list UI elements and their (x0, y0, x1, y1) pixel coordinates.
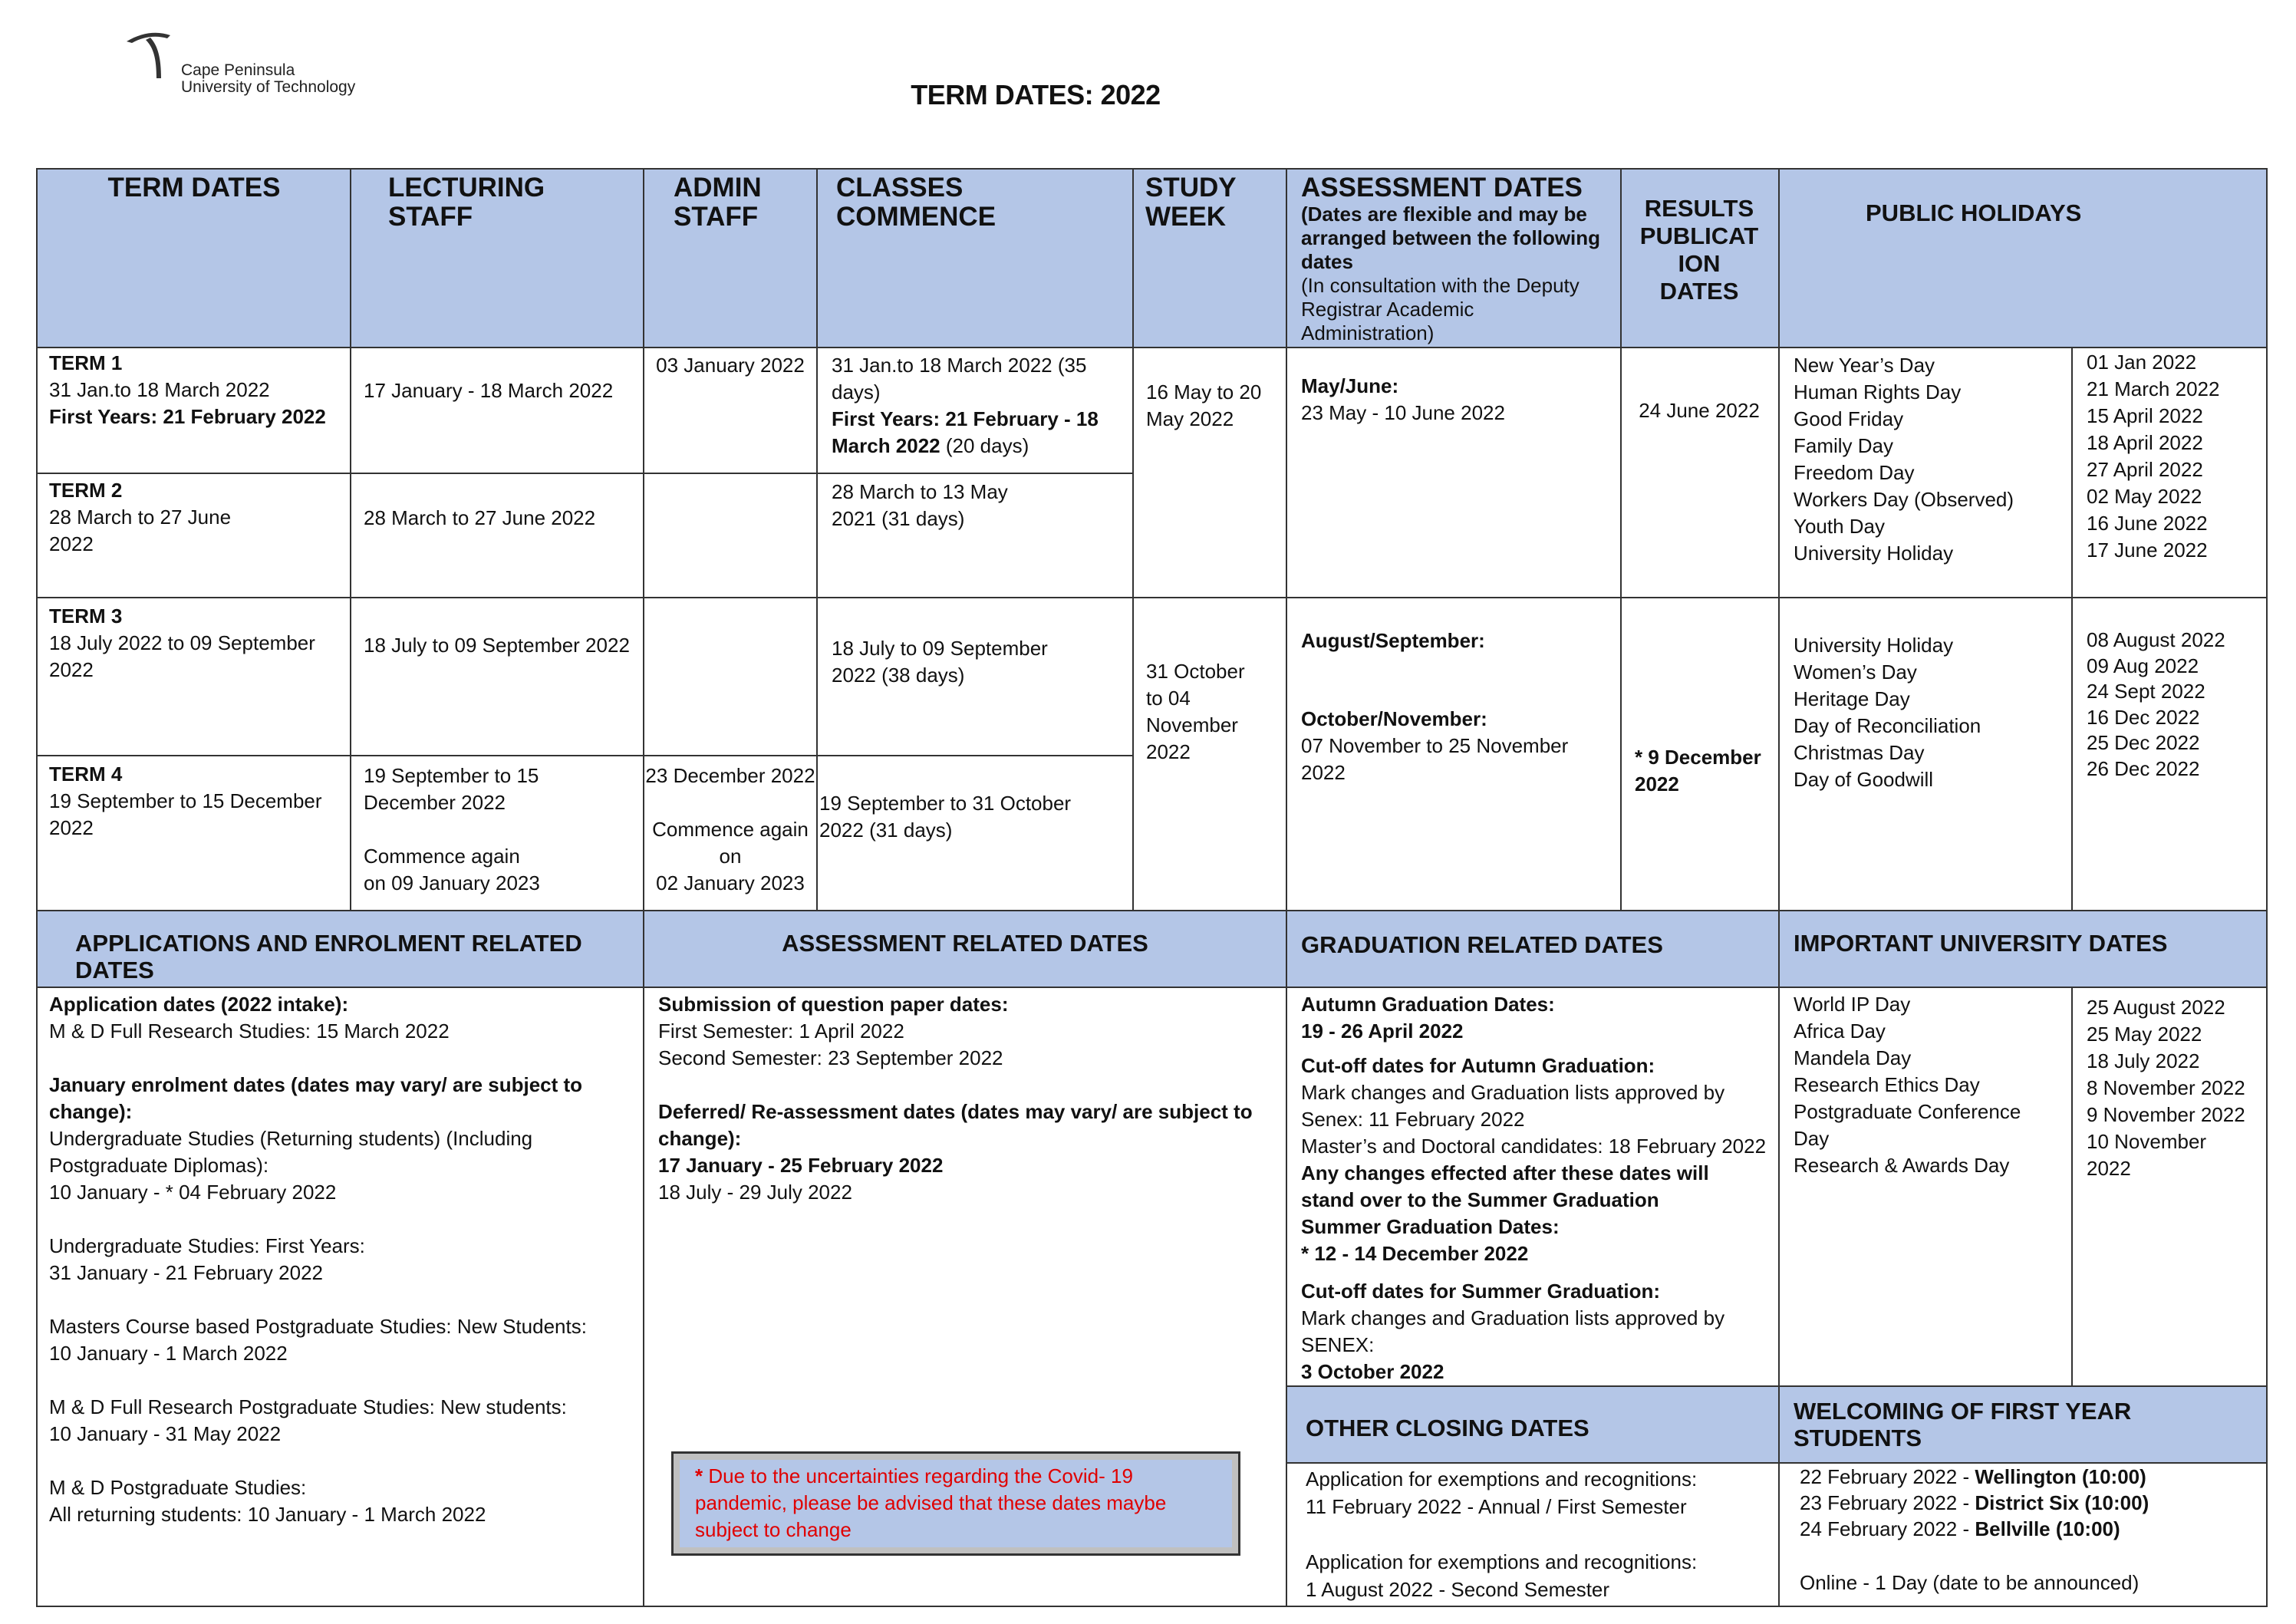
header-classes-commence: CLASSES COMMENCE (836, 173, 996, 232)
holiday-date: 16 Dec 2022 (2087, 705, 2200, 729)
grid-line (2071, 987, 2073, 1385)
grid-line (2071, 347, 2073, 910)
results-date-1: 24 June 2022 (1639, 399, 1760, 422)
holiday-name: Youth Day (1794, 515, 1886, 538)
holiday-name: Good Friday (1794, 407, 1904, 430)
section-graduation: GRADUATION RELATED DATES (1301, 931, 1663, 958)
applications-january-label: January enrolment dates (dates may vary/ are subject to change): (49, 1073, 583, 1123)
holiday-date: 26 Dec 2022 (2087, 756, 2200, 780)
holiday-name: Family Day (1794, 434, 1894, 457)
header-term-dates: TERM DATES (107, 173, 281, 203)
important-name: Research Ethics Day (1794, 1073, 1980, 1096)
logo-line2: University of Technology (181, 78, 356, 96)
grid-line (350, 169, 351, 910)
summer-cutoff-senex: Mark changes and Graduation lists approved by SENEX: (1301, 1306, 1725, 1356)
holiday-name: Freedom Day (1794, 461, 1915, 484)
term3-label: TERM 3 (49, 604, 123, 628)
term1-classes-first-years-days: (20 days) (940, 434, 1029, 457)
assessment-dates-note-bold: (Dates are flexible and may be arranged between the following dates (1301, 203, 1601, 273)
important-date: 8 November 2022 (2087, 1076, 2245, 1099)
term1-first-years: First Years: 21 February 2022 (49, 405, 326, 428)
holiday-date: 08 August 2022 (2087, 628, 2225, 651)
applications-masters-course: Masters Course based Postgraduate Studies: New Students: (49, 1315, 587, 1338)
covid-notice-text: Due to the uncertainties regarding the Covid- 19 pandemic, please be advised that these dates maybe subject to change (695, 1464, 1167, 1541)
grid-line (1132, 169, 1134, 910)
welcoming-online: Online - 1 Day (date to be announced) (1800, 1571, 2140, 1594)
section-important: IMPORTANT UNIVERSITY DATES (1794, 930, 2168, 957)
welcoming-campus: District Six (10:00) (1975, 1491, 2149, 1514)
holiday-name: Christmas Day (1794, 741, 1925, 764)
welcoming-campus: Wellington (10:00) (1975, 1465, 2146, 1488)
important-date: 25 August 2022 (2087, 996, 2225, 1019)
term4-lecturing-commence: Commence again on 09 January 2023 (364, 845, 540, 894)
assessment-oct-nov-label: October/November: (1301, 707, 1487, 730)
holiday-date: 25 Dec 2022 (2087, 731, 2200, 754)
holiday-date: 18 April 2022 (2087, 431, 2203, 454)
applications-masters-course-dates: 10 January - 1 March 2022 (49, 1342, 288, 1365)
grid-line (1287, 1462, 2267, 1464)
holiday-name: Human Rights Day (1794, 380, 1962, 404)
exemptions-2-label: Application for exemptions and recognitions: (1306, 1550, 1698, 1573)
header-study-week: STUDY WEEK (1145, 173, 1236, 232)
term4-admin-commence-date: 02 January 2023 (656, 871, 805, 894)
applications-undergrad-returning-dates: 10 January - * 04 February 2022 (49, 1181, 337, 1204)
term1-classes-first-years-bold: First Years: 21 February - 18 March 2022 (832, 407, 1099, 457)
table-border (36, 168, 2268, 1607)
applications-undergrad-returning: Undergraduate Studies (Returning students) (Including Postgraduate Diplomas): (49, 1127, 533, 1177)
term3-dates: 18 July 2022 to 09 September 2022 (49, 631, 315, 681)
holiday-name: University Holiday (1794, 634, 1954, 657)
exemptions-1-date: 11 February 2022 - Annual / First Semester (1306, 1495, 1687, 1518)
applications-first-years-dates: 31 January - 21 February 2022 (49, 1261, 323, 1284)
welcoming-date: 24 February 2022 - (1800, 1517, 1975, 1540)
important-name: Mandela Day (1794, 1046, 1912, 1069)
term1-admin: 03 January 2022 (656, 354, 805, 377)
header-admin-staff: ADMIN STAFF (674, 173, 762, 232)
section-other-closing: OTHER CLOSING DATES (1306, 1415, 1589, 1441)
important-date: 10 November 2022 (2087, 1130, 2207, 1180)
term1-label: TERM 1 (49, 351, 123, 374)
holiday-date: 02 May 2022 (2087, 485, 2202, 508)
holiday-name: Heritage Day (1794, 687, 1910, 710)
submission-label: Submission of question paper dates: (658, 993, 1009, 1016)
autumn-cutoff-masters: Master’s and Doctoral candidates: 18 February 2022 (1301, 1135, 1767, 1158)
holiday-name: University Holiday (1794, 542, 1954, 565)
holiday-date: 21 March 2022 (2087, 377, 2220, 400)
holiday-date: 09 Aug 2022 (2087, 654, 2199, 677)
applications-md-research: M & D Full Research Studies: 15 March 2022 (49, 1020, 450, 1043)
important-date: 25 May 2022 (2087, 1023, 2202, 1046)
grid-line (643, 169, 644, 1607)
term2-dates: 28 March to 27 June 2022 (49, 506, 232, 555)
reassessment-label: Deferred/ Re-assessment dates (dates may vary/ are subject to change): (658, 1100, 1253, 1150)
summer-cutoff-label: Cut-off dates for Summer Graduation: (1301, 1280, 1661, 1303)
autumn-cutoff-label: Cut-off dates for Autumn Graduation: (1301, 1054, 1655, 1077)
holiday-name: Day of Goodwill (1794, 768, 1934, 791)
term4-dates: 19 September to 15 December 2022 (49, 789, 322, 839)
term4-classes: 19 September to 31 October 2022 (31 days) (819, 792, 1072, 842)
holiday-name: Women’s Day (1794, 660, 1917, 684)
grid-line (816, 169, 818, 910)
term3-lecturing: 18 July to 09 September 2022 (364, 634, 630, 657)
grid-line (37, 987, 2267, 988)
term3-classes: 18 July to 09 September 2022 (38 days) (832, 637, 1048, 687)
grid-line (37, 347, 2267, 348)
term4-lecturing-dates: 19 September to 15 December 2022 (364, 764, 539, 814)
page-title: TERM DATES: 2022 (911, 79, 1161, 110)
autumn-cutoff-changes: Any changes effected after these dates will stand over to the Summer Graduation (1301, 1161, 1709, 1211)
assessment-dates-title: ASSESSMENT DATES (1301, 173, 1583, 203)
header-public-holidays: PUBLIC HOLIDAYS (1866, 199, 2082, 226)
section-assessment-related: ASSESSMENT RELATED DATES (782, 930, 1148, 957)
grid-line (1286, 169, 1287, 1607)
important-date: 18 July 2022 (2087, 1049, 2200, 1072)
holiday-date: 15 April 2022 (2087, 404, 2203, 427)
holiday-name: Workers Day (Observed) (1794, 488, 2014, 511)
assessment-aug-sep-label: August/September: (1301, 629, 1485, 652)
grid-line (1287, 1385, 2267, 1387)
important-date: 9 November 2022 (2087, 1103, 2245, 1126)
assessment-may-june-label: May/June: (1301, 374, 1399, 397)
applications-md-returning: All returning students: 10 January - 1 March 2022 (49, 1503, 486, 1526)
applications-md-new: M & D Full Research Postgraduate Studies: New students: (49, 1395, 567, 1418)
logo-emblem-icon (123, 28, 184, 89)
reassessment-dates-2: 18 July - 29 July 2022 (658, 1181, 852, 1204)
term2-label: TERM 2 (49, 479, 123, 502)
holiday-name: Day of Reconciliation (1794, 714, 1981, 737)
summer-cutoff-date: 3 October 2022 (1301, 1360, 1444, 1383)
covid-notice-star: * (695, 1464, 703, 1487)
header-results-publication: RESULTS PUBLICAT ION DATES (1639, 195, 1759, 305)
assessment-may-june-dates: 23 May - 10 June 2022 (1301, 401, 1505, 424)
results-date-2: * 9 December 2022 (1635, 746, 1761, 796)
holiday-date: 16 June 2022 (2087, 512, 2208, 535)
grid-line (1778, 169, 1780, 1607)
section-applications: APPLICATIONS AND ENROLMENT RELATED DATES (75, 930, 582, 983)
holiday-date: 01 Jan 2022 (2087, 351, 2197, 374)
term1-classes-dates: 31 Jan.to 18 March 2022 (35 days) (832, 354, 1087, 404)
exemptions-2-date: 1 August 2022 - Second Semester (1306, 1578, 1610, 1601)
welcoming-date: 23 February 2022 - (1800, 1491, 1975, 1514)
applications-first-years: Undergraduate Studies: First Years: (49, 1234, 365, 1257)
applications-md-postgrad: M & D Postgraduate Studies: (49, 1476, 307, 1499)
study-week-2: 31 October to 04 November 2022 (1146, 660, 1245, 763)
reassessment-dates-1: 17 January - 25 February 2022 (658, 1154, 944, 1177)
header-lecturing-staff: LECTURING STAFF (388, 173, 545, 232)
term4-admin-commence: Commence again on (652, 818, 809, 868)
term2-lecturing: 28 March to 27 June 2022 (364, 506, 596, 529)
assessment-oct-nov-dates: 07 November to 25 November 2022 (1301, 734, 1569, 784)
logo-line1: Cape Peninsula (181, 61, 295, 79)
submission-second-semester: Second Semester: 23 September 2022 (658, 1046, 1003, 1069)
grid-line (37, 597, 2267, 598)
grid-line (37, 473, 1134, 474)
holiday-date: 24 Sept 2022 (2087, 680, 2205, 703)
section-welcoming: WELCOMING OF FIRST YEAR STUDENTS (1794, 1398, 2132, 1451)
important-name: Postgraduate Conference Day (1794, 1100, 2021, 1150)
autumn-graduation-dates: 19 - 26 April 2022 (1301, 1020, 1464, 1043)
applications-md-new-dates: 10 January - 31 May 2022 (49, 1422, 282, 1445)
summer-graduation-dates: * 12 - 14 December 2022 (1301, 1242, 1529, 1265)
autumn-graduation-label: Autumn Graduation Dates: (1301, 993, 1555, 1016)
important-name: Research & Awards Day (1794, 1154, 2010, 1177)
autumn-cutoff-senex: Mark changes and Graduation lists approved by Senex: 11 February 2022 (1301, 1081, 1725, 1131)
holiday-date: 27 April 2022 (2087, 458, 2203, 481)
welcoming-campus: Bellville (10:00) (1975, 1517, 2120, 1540)
term1-dates: 31 Jan.to 18 March 2022 (49, 378, 270, 401)
important-name: Africa Day (1794, 1020, 1886, 1043)
term1-lecturing: 17 January - 18 March 2022 (364, 379, 614, 402)
important-name: World IP Day (1794, 993, 1911, 1016)
term4-admin-date: 23 December 2022 (645, 764, 815, 787)
grid-line (37, 910, 2267, 911)
grid-line (37, 755, 1134, 756)
applications-intake-label: Application dates (2022 intake): (49, 993, 349, 1016)
term2-classes: 28 March to 13 May 2021 (31 days) (832, 480, 1008, 530)
assessment-dates-note: (In consultation with the Deputy Registrar Academic Administration) (1301, 274, 1580, 344)
grid-line (1620, 169, 1622, 910)
study-week-1: 16 May to 20 May 2022 (1146, 380, 1262, 430)
holiday-date: 17 June 2022 (2087, 539, 2208, 562)
university-logo (123, 28, 368, 104)
holiday-name: New Year’s Day (1794, 354, 1935, 377)
submission-first-semester: First Semester: 1 April 2022 (658, 1020, 904, 1043)
welcoming-date: 22 February 2022 - (1800, 1465, 1975, 1488)
summer-graduation-label: Summer Graduation Dates: (1301, 1215, 1560, 1238)
term4-label: TERM 4 (49, 763, 123, 786)
exemptions-1-label: Application for exemptions and recognitions: (1306, 1468, 1698, 1491)
